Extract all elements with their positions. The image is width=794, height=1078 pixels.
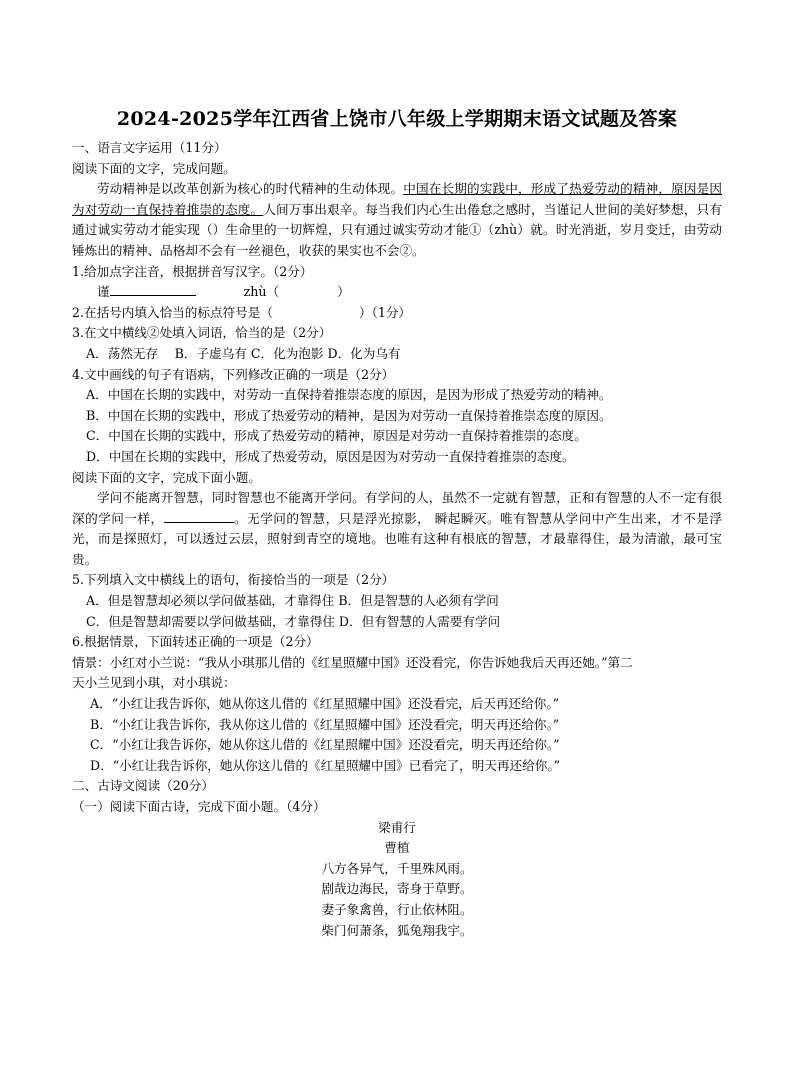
poem-title: 梁甫行: [378, 819, 416, 835]
passage2-part-a: 学问不能离开智慧，同时智慧也不能离开学问。有学问的人，虽然不一定就有智慧，正和有智慧的人不一定有很深的学问一样，: [72, 490, 722, 526]
q4-option-b: B．中国在长期的实践中，形成了热爱劳动的精神，是因为对劳动一直保持着推崇态度的原因。: [86, 407, 612, 423]
q4-option-d: D．中国在长期的实践中，形成了热爱劳动，原因是因为对劳动一直保持着推崇的态度。: [86, 448, 575, 464]
q1-stem: 1.给加点字注音，根据拼音写汉字。（2分）: [72, 263, 313, 279]
q4-option-c: C．中国在长期的实践中，形成了热爱劳动的精神，原因是对劳动一直保持着推崇的态度。: [86, 428, 587, 444]
q5-stem: 5.下列填入文中横线上的语句，衔接恰当的一项是（2分）: [72, 572, 395, 588]
poem-author: 曹植: [384, 840, 410, 856]
page-title: 2024-2025学年江西省上饶市八年级上学期期末语文试题及答案: [116, 108, 678, 130]
q5-options-row1: A．但是智慧却必须以学问做基础，才靠得住 B．但是智慧的人必须有学问: [86, 593, 499, 609]
poem-line-1: 八方各异气，千里殊风雨。: [321, 860, 473, 876]
q6-option-b: B．“小红让我告诉你，我从你这儿借的《红星照耀中国》还没看完，明天再还给你。”: [90, 716, 560, 732]
q3-stem: 3.在文中横线②处填入词语，恰当的是（2分）: [72, 325, 332, 341]
q3-options: A．荡然无存 B．子虚乌有 C．化为泡影 D．化为乌有: [86, 345, 401, 361]
poem-line-3: 妻子象禽兽，行止依林阻。: [321, 901, 473, 917]
q4-stem: 4.文中画线的句子有语病，下列修改正确的一项是（2分）: [72, 366, 395, 382]
section2-sub1: （一）阅读下面古诗，完成下面小题。（4分）: [72, 799, 326, 814]
q5-options-row2: C．但是智慧却需要以学问做基础，才靠得住 D．但有智慧的人需要有学问: [86, 613, 501, 629]
passage1: [72, 179, 722, 261]
q1-item-a: 谨: [97, 284, 110, 300]
reading2-intro: 阅读下面的文字，完成下面小题。: [72, 469, 261, 485]
passage2-blank[interactable]: [164, 509, 234, 523]
document-body: [72, 138, 722, 941]
q1-item-b: zhù（: [243, 284, 280, 300]
passage1-underlined-sentence: 中国在长期的实践中，形成了热爱劳动的精神，原因是因为对劳动一直保持着推崇的态度。: [72, 181, 723, 217]
q6-option-a: A．“小红让我告诉你，她从你这儿借的《红星照耀中国》还没看完，后天再还给你。”: [90, 696, 560, 712]
reading1-intro: 阅读下面的文字，完成问题。: [72, 160, 236, 176]
poem-line-2: 剧哉边海民，寄身于草野。: [321, 881, 473, 897]
q2-stem-b: ）（1分）: [358, 304, 412, 320]
q1-blank-a[interactable]: [110, 282, 196, 296]
passage1-part-a: 劳动精神是以改革创新为核心的时代精神的生动体现。: [97, 181, 404, 197]
q6-scenario-line1: 情景：小红对小兰说：“我从小琪那儿借的《红星照耀中国》还没看完，你告诉她我后天再还她。”第二: [72, 654, 633, 670]
q6-stem: 6.根据情景，下面转述正确的一项是（2分）: [72, 634, 319, 650]
q6-option-d: D．“小红让我告诉你，她从你这儿借的《红星照耀中国》已看完了，明天再还给你。”: [90, 757, 561, 773]
poem-line-4: 柴门何萧条，狐兔翔我宇。: [321, 922, 473, 938]
q1-items: [72, 282, 722, 303]
q2-stem-a: 2.在括号内填入恰当的标点符号是（: [72, 304, 273, 320]
passage2-part-b: 。无学问的智慧，只是浮光掠影， 瞬起瞬灭。唯有智慧从学问中产生出来，才不是浮光，而是探照灯，可以透过云层，照射到青空的境地。也唯有这种有根底的智慧，才最靠得住，最为清澈，最可宝贵。: [72, 510, 722, 567]
q6-scenario-line2: 天小兰见到小琪，对小琪说：: [72, 675, 236, 691]
passage1-part-b: 人间万事出艰辛。每当我们内心生出倦怠之感时，当谨记人世间的美好梦想，只有通过诚实劳动才能实现（）生命里的一切辉煌，只有通过诚实劳动才能①（zhù）就。时光消逝，岁月变迁，由劳动锤炼出的精神、品格却不会有一丝褪色，收获的果实也不会②。: [72, 201, 723, 258]
q2-stem: [72, 303, 722, 324]
passage2: [72, 488, 722, 570]
section1-heading: 一、语言文字运用（11分）: [72, 140, 227, 155]
q1-item-b-close: ）: [337, 284, 350, 300]
q6-option-c: C．“小红让我告诉你，她从你这儿借的《红星照耀中国》还没看完，明天再还给你。”: [90, 737, 560, 753]
q4-option-a: A．中国在长期的实践中，对劳动一直保持着推崇态度的原因，是因为形成了热爱劳动的精神。: [86, 387, 612, 403]
section2-heading: 二、古诗文阅读（20分）: [72, 778, 214, 794]
